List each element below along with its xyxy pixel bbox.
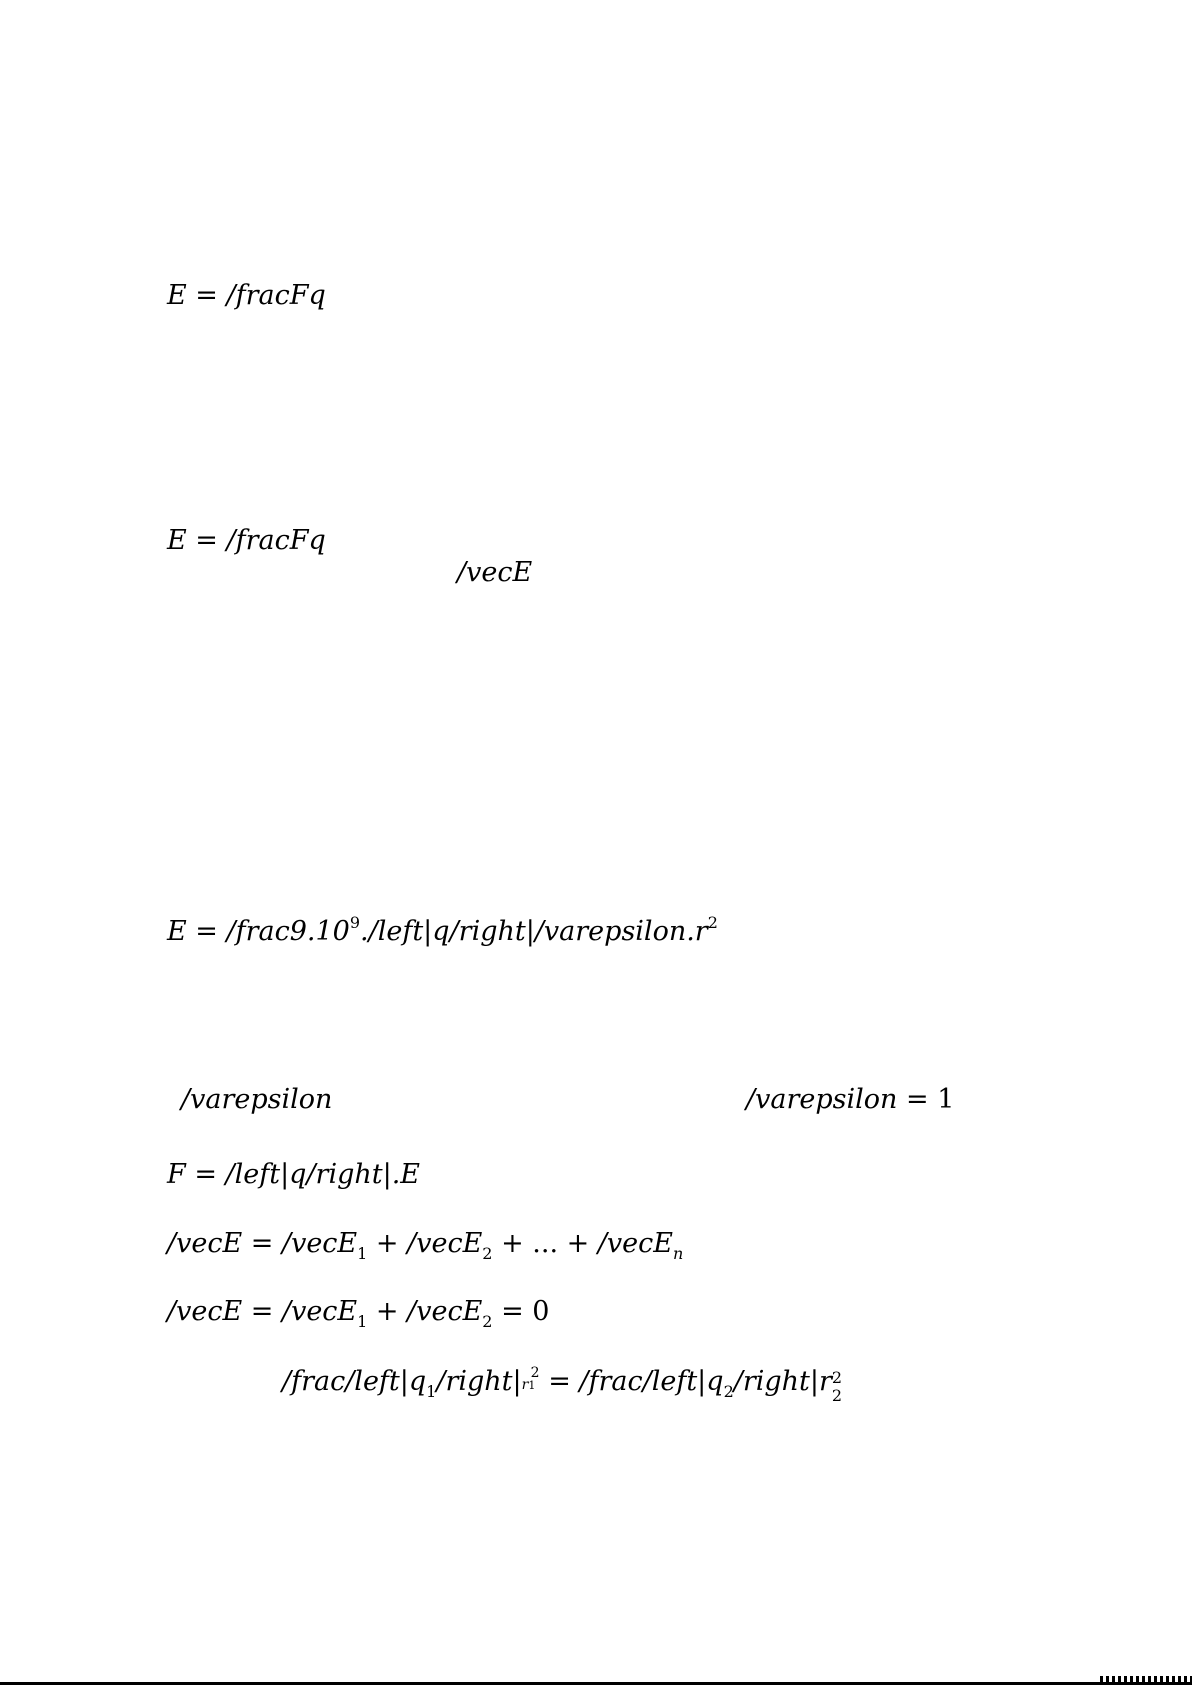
eq10-part-d: /right|r	[733, 1366, 832, 1397]
eq10-sub-c: 2	[723, 1382, 734, 1401]
eq6-rhs: 1	[937, 1084, 955, 1115]
eq7-rhs: /left|q/right|.E	[225, 1159, 421, 1190]
eq3-text: /vecE	[457, 557, 533, 588]
eq9-lhs: /vecE	[167, 1296, 243, 1327]
eq10-stack-base: r	[521, 1377, 529, 1393]
eq6-lhs: /varepsilon	[746, 1084, 898, 1115]
eq4-lhs: E	[167, 916, 187, 947]
eq9-rhs: 0	[532, 1296, 550, 1327]
equation-field-definition-1: E = /fracFq	[167, 280, 326, 311]
equation-charge-ratio: $/frac/left|q_1/right|$ r1 2 = $/frac/left|q_2/right|r$ 2 2	[282, 1365, 843, 1405]
eq4-exponent-a: 9	[349, 913, 361, 932]
eq7-lhs: F	[167, 1159, 186, 1190]
equation-superposition: /vecE = /vecE$_1$ + /vecE$_2$ + ... + /vecE$_n$	[167, 1228, 684, 1263]
eq8-sub-3: n	[673, 1244, 684, 1263]
eq8-term-1: /vecE	[281, 1228, 358, 1259]
eq10-sup-d: 2	[831, 1368, 843, 1387]
eq10-sub-d: 2	[831, 1386, 843, 1405]
eq8-sub-2: 2	[482, 1244, 493, 1263]
eq1-lhs: E	[167, 280, 187, 311]
equation-varepsilon-equals-one: /varepsilon = 1	[746, 1084, 955, 1115]
equation-vector-e	[457, 559, 532, 586]
eq9-sub-2: 2	[482, 1312, 493, 1331]
eq8-term-2: /vecE	[407, 1228, 483, 1259]
eq9-term-1: /vecE	[281, 1296, 358, 1327]
eq8-dots: ...	[532, 1228, 559, 1259]
eq4-rhs-b: ./left|q/right|/varepsilon.r	[360, 916, 708, 947]
eq4-exponent-b: 2	[707, 913, 718, 932]
equation-field-definition-2: E = /fracFq	[167, 525, 326, 556]
eq5-text: /varepsilon	[181, 1084, 333, 1115]
equation-varepsilon	[181, 1086, 332, 1113]
eq8-lhs: /vecE	[167, 1228, 243, 1259]
eq1-rhs: /fracFq	[226, 280, 326, 311]
eq2-rhs: /fracFq	[226, 525, 326, 556]
eq9-term-2: /vecE	[407, 1296, 483, 1327]
equation-point-charge-field: $E = /frac9.10^9./left|q/right|/varepsilon.r^2$	[167, 913, 718, 947]
eq8-term-3: /vecE	[597, 1228, 673, 1259]
equation-force: F = /left|q/right|.E	[167, 1159, 421, 1190]
eq4-rhs-a: /frac9.10	[226, 916, 350, 947]
eq10-stack-sup: 2	[530, 1365, 540, 1381]
eq10-part-a: /frac/left|q	[282, 1366, 427, 1397]
eq10-part-b: /right|	[436, 1366, 522, 1397]
eq9-sub-1: 1	[357, 1312, 368, 1331]
eq10-sub-a: 1	[426, 1382, 437, 1401]
eq8-sub-1: 1	[357, 1244, 368, 1263]
eq2-lhs: E	[167, 525, 187, 556]
eq10-part-c: /frac/left|q	[579, 1366, 724, 1397]
equation-zero-field: /vecE = /vecE$_1$ + /vecE$_2$ = 0	[167, 1296, 550, 1331]
eq10-stack-sub: 1	[528, 1379, 536, 1392]
